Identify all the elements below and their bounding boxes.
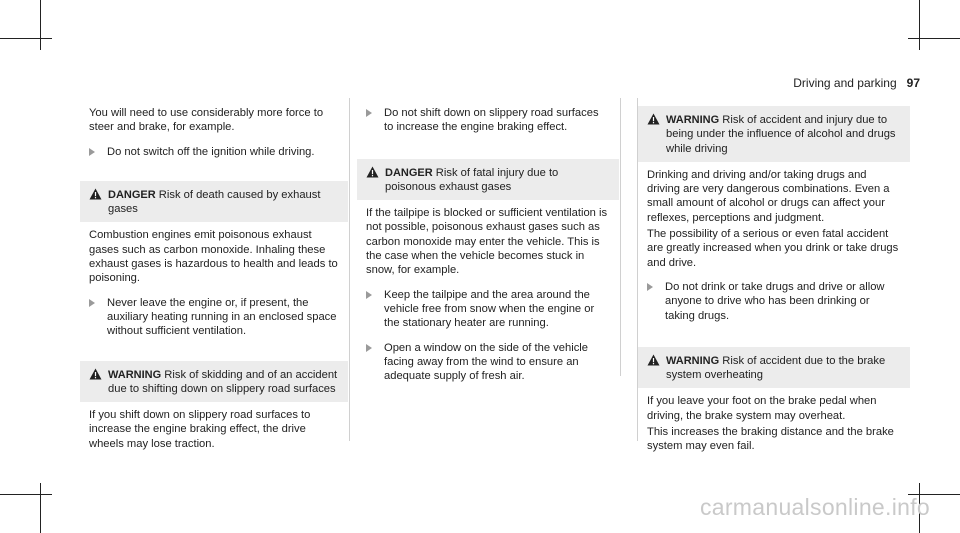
crop-mark — [40, 0, 41, 50]
warning-box — [638, 347, 910, 389]
warning-box — [638, 106, 910, 162]
bullet-arrow-icon — [366, 109, 372, 117]
warning-triangle-icon — [366, 166, 379, 178]
bullet-text: Never leave the engine or, if present, the auxiliary heating running in an enclosed space without sufficient ventilation. — [107, 296, 337, 338]
bullet-text: Open a window on the side of the vehicle facing away from the wind to ensure an adequate supply of fresh air. — [384, 341, 588, 383]
danger-heading — [366, 166, 610, 195]
crop-mark — [919, 0, 920, 50]
warning-heading — [647, 113, 901, 156]
danger-box — [80, 181, 348, 223]
warning-text: If you shift down on slippery road surfaces to increase the engine braking effect, the drive wheels may lose traction. — [89, 409, 311, 450]
section-title: Driving and parking — [793, 76, 897, 90]
page-number: 97 — [906, 76, 920, 90]
bullet-arrow-icon — [89, 299, 95, 307]
warning-text: This increases the braking distance and the brake system may even fail. — [647, 426, 894, 453]
warning-triangle-icon — [647, 354, 660, 366]
list-item — [357, 106, 619, 135]
warning-text: The possibility of a serious or even fatal accident are greatly increased when you drink or take drugs and drive. — [647, 228, 899, 269]
warning-box — [80, 361, 348, 403]
crop-mark — [908, 38, 960, 39]
danger-title: Risk of death caused by exhaust gases — [108, 188, 321, 216]
list-item — [357, 288, 619, 331]
column-divider — [620, 98, 621, 376]
column-1 — [80, 98, 348, 451]
danger-body — [357, 200, 619, 277]
danger-box — [357, 159, 619, 201]
crop-mark — [0, 38, 52, 39]
warning-label: WARNING — [108, 368, 162, 381]
warning-title: Risk of skidding and of an accident due to shifting down on slippery road surfaces — [108, 368, 338, 395]
bullet-text: Keep the tailpipe and the area around the vehicle free from snow when the engine or the stationary heater are running. — [384, 288, 595, 330]
crop-mark — [40, 483, 41, 533]
column-2 — [357, 98, 619, 383]
warning-label: WARNING — [666, 354, 720, 367]
warning-text: Drinking and driving and/or taking drugs and driving are very dangerous combinations. Even a small amount of alcohol or drugs can affect your reflexes, perceptions and judgment. — [647, 168, 890, 224]
danger-heading — [89, 188, 339, 217]
danger-text: If the tailpipe is blocked or sufficient ventilation is not possible, poisonous exhaust gases such as carbon monoxide may enter the vehicle. This is the case when the vehicle becomes stuck in snow, for example. — [366, 207, 608, 277]
danger-text: Combustion engines emit poisonous exhaust gases such as carbon monoxide. Inhaling these exhaust gases is hazardous to health and leads to poisoning. — [89, 229, 338, 285]
warning-triangle-icon — [89, 368, 102, 380]
bullet-text: Do not drink or take drugs and drive or allow anyone to drive who has been drinking or taking drugs. — [665, 280, 885, 322]
warning-heading — [647, 354, 901, 383]
warning-body — [80, 402, 348, 451]
bullet-arrow-icon — [89, 148, 95, 156]
danger-label: DANGER — [385, 166, 433, 179]
warning-heading — [89, 368, 339, 397]
danger-body — [80, 222, 348, 285]
list-item — [357, 341, 619, 384]
list-item — [638, 280, 910, 323]
warning-body — [638, 388, 910, 453]
warning-label: WARNING — [666, 114, 720, 126]
running-header — [793, 76, 920, 90]
bullet-text: Do not shift down on slippery road surfaces to increase the engine braking effect. — [384, 107, 599, 134]
list-item — [80, 296, 348, 339]
bullet-text: Do not switch off the ignition while driving. — [107, 145, 315, 158]
warning-title: Risk of accident due to the brake system overheating — [666, 354, 886, 382]
column-3 — [638, 98, 910, 454]
bullet-arrow-icon — [366, 291, 372, 299]
danger-title: Risk of fatal injury due to poisonous exhaust gases — [385, 166, 559, 193]
crop-mark — [0, 494, 52, 495]
column-divider — [349, 98, 350, 441]
warning-triangle-icon — [647, 113, 660, 125]
warning-text: If you leave your foot on the brake pedal when driving, the brake system may overheat. — [647, 395, 877, 422]
danger-label: DANGER — [108, 188, 156, 201]
bullet-arrow-icon — [647, 283, 653, 291]
warning-triangle-icon — [89, 188, 102, 200]
warning-title: Risk of accident and injury due to being under the influence of alcohol and drugs while driving — [666, 114, 896, 155]
list-item — [80, 145, 348, 159]
watermark: carmanualsonline.info — [699, 494, 930, 520]
intro-text: You will need to use considerably more force to steer and brake, for example. — [89, 107, 324, 134]
warning-body — [638, 162, 910, 270]
bullet-arrow-icon — [366, 344, 372, 352]
